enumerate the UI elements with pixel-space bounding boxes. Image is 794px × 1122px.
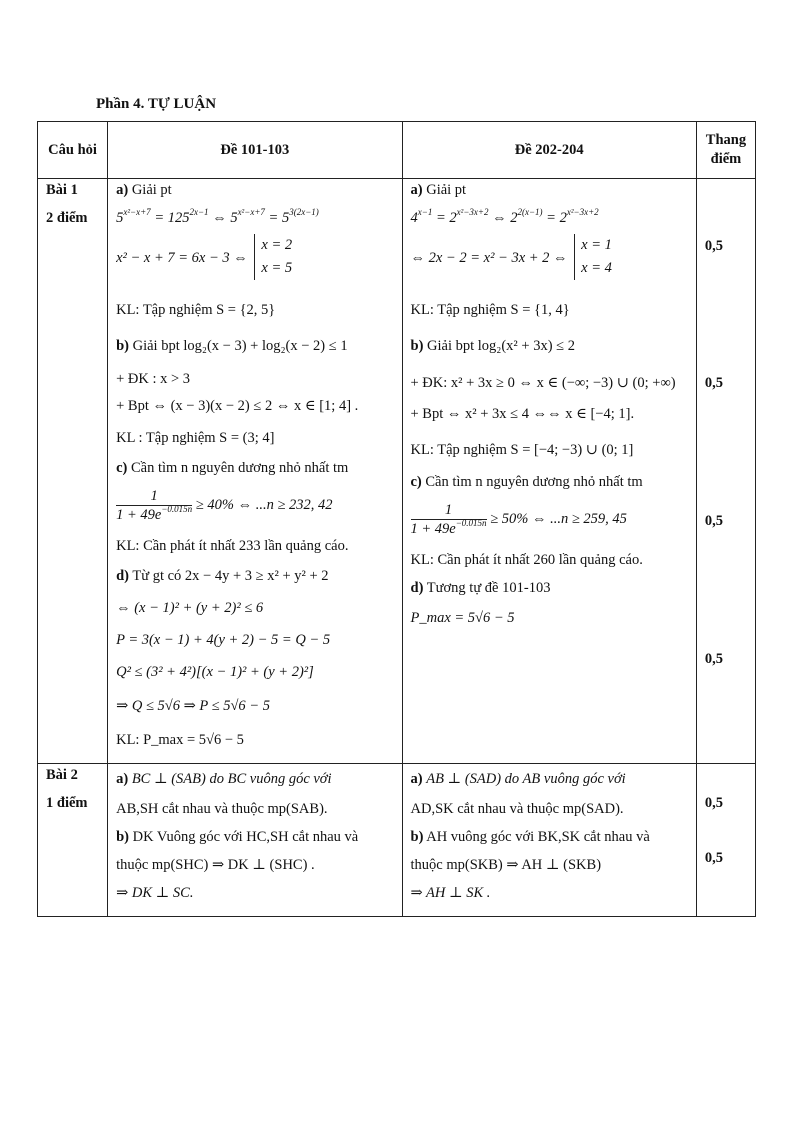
b1d1-a-line: a) Giải pt (116, 182, 172, 198)
b1d1-b-kl: KL : Tập nghiệm S = (3; 4] (116, 430, 275, 446)
b2d1-a-line2: AB,SH cắt nhau và thuộc mp(SAB). (116, 801, 328, 817)
b2d2-b-line3: ⇒ AH ⊥ SK . (410, 885, 491, 901)
b1d1-d-eq1: ⇔ (x − 1)² + (y + 2)² ≤ 6 (116, 600, 264, 616)
table-header-row (38, 122, 756, 179)
b1d2-c-kl: KL: Cần phát ít nhất 260 lần quảng cáo. (410, 552, 643, 568)
b1d1-a-kl: KL: Tập nghiệm S = {2, 5} (116, 302, 276, 318)
b1d1-d-eq3: Q² ≤ (3² + 4²)[(x − 1)² + (y + 2)²] (116, 664, 314, 680)
b2d2-b-line2: thuộc mp(SKB) ⇒ AH ⊥ (SKB) (410, 857, 602, 873)
header-thang: Thang (705, 132, 747, 148)
bai-2-de-202-cell (402, 764, 696, 917)
b1d2-b-bpt: + Bpt ⇔ x² + 3x ≤ 4 ⇔⇔ x ∈ [−4; 1]. (410, 406, 635, 422)
b1d1-c-kl: KL: Cần phát ít nhất 233 lần quảng cáo. (116, 538, 349, 554)
bai-2-de-101-cell (108, 764, 402, 917)
header-de-202-204: Đề 202-204 (402, 122, 696, 179)
b1d2-c-eq: $\frac{1}{1 + 49e^{-0.015n}}$ ≥ 50% ⇔ ...n ≥ 259, 45 (410, 502, 627, 537)
bai-1-title: Bài 1 (46, 182, 78, 198)
b1d2-a-eq2: ⇔ 2x − 2 = x² − 3x + 2 ⇔ x = 1 x = 4 (411, 237, 612, 280)
bai-2-score-cell (696, 764, 755, 917)
b2d1-b-line2: thuộc mp(SHC) ⇒ DK ⊥ (SHC) . (116, 857, 315, 873)
section-heading: Phần 4. TỰ LUẬN (96, 96, 217, 112)
bai-2-label-cell (38, 764, 108, 917)
bai-2-title: Bài 2 (46, 767, 78, 783)
header-thang-diem (696, 122, 755, 179)
b1d1-a-eq1: $5^{x^2-x+7} = 125^{2x-1}$ ⇔ $5^{x^2-x+7} = 5^{3(2x-1)}$ (116, 207, 319, 226)
bai-1-score-d: 0,5 (704, 651, 724, 667)
b1d2-a-kl: KL: Tập nghiệm S = {1, 4} (410, 302, 570, 318)
b1d2-b-line: b) Giải bpt log₂(x² + 3x) ≤ 2 (410, 338, 575, 354)
b2d2-a-line1: a) AB ⊥ (SAD) do AB vuông góc với (410, 771, 626, 787)
bai-1-score-cell (696, 179, 755, 764)
answer-table (37, 121, 756, 917)
bai-2-points: 1 điểm (46, 795, 88, 811)
bai-1-score-c: 0,5 (704, 513, 724, 529)
table-row-bai-2 (38, 764, 756, 917)
b1d1-b-bpt: + Bpt ⇔ (x − 3)(x − 2) ≤ 2 ⇔ x ∈ [1; 4] . (116, 398, 359, 414)
bai-1-score-b: 0,5 (704, 375, 724, 391)
header-de-101-103: Đề 101-103 (108, 122, 402, 179)
b2d2-a-line2: AD,SK cắt nhau và thuộc mp(SAD). (410, 801, 624, 817)
b1d2-d-kl: P_max = 5√6 − 5 (410, 610, 515, 626)
header-cau-hoi: Câu hỏi (38, 122, 108, 179)
b1d2-b-kl: KL: Tập nghiệm S = [−4; −3) ∪ (0; 1] (410, 442, 634, 458)
b1d2-b-dk: + ĐK: x² + 3x ≥ 0 ⇔ x ∈ (−∞; −3) ∪ (0; +∞) (410, 375, 676, 391)
b1d1-d-kl: KL: P_max = 5√6 − 5 (116, 732, 244, 748)
b1d2-d-line: d) Tương tự đề 101-103 (410, 580, 551, 596)
bai-1-de-202-cell (402, 179, 696, 764)
b1d1-d-eq4: ⇒ Q ≤ 5√6 ⇒ P ≤ 5√6 − 5 (116, 698, 270, 714)
bai-1-de-101-cell (108, 179, 402, 764)
b2d1-a-line1: a) BC ⊥ (SAB) do BC vuông góc với (116, 771, 332, 787)
b1d1-c-eq: $\frac{1}{1 + 49e^{-0.015n}}$ ≥ 40% ⇔ ...n ≥ 232, 42 (116, 488, 333, 523)
bai-2-score-a: 0,5 (704, 795, 724, 811)
b1d1-b-dk: + ĐK : x > 3 (116, 371, 191, 387)
bai-1-label-cell (38, 179, 108, 764)
b1d1-d-line: d) Từ gt có 2x − 4y + 3 ≥ x² + y² + 2 (116, 568, 329, 584)
b1d1-c-line: c) Cần tìm n nguyên dương nhỏ nhất tm (116, 460, 349, 476)
b1d2-a-line: a) Giải pt (410, 182, 467, 198)
header-diem: điểm (710, 151, 742, 167)
b1d1-d-eq2: P = 3(x − 1) + 4(y + 2) − 5 = Q − 5 (116, 632, 331, 648)
b2d1-b-line1: b) DK Vuông góc với HC,SH cắt nhau và (116, 829, 359, 845)
table-row-bai-1 (38, 179, 756, 764)
b1d1-b-line: b) Giải bpt log₂(x − 3) + log₂(x − 2) ≤ 1 (116, 338, 348, 354)
b1d2-a-eq1: $4^{x-1} = 2^{x^2-3x+2}$ ⇔ $2^{2(x-1)} = 2^{x^2-3x+2}$ (410, 207, 599, 226)
b1d2-c-line: c) Cần tìm n nguyên dương nhỏ nhất tm (410, 474, 643, 490)
bai-2-score-b: 0,5 (704, 850, 724, 866)
b2d1-b-line3: ⇒ DK ⊥ SC. (116, 885, 194, 901)
b1d1-a-eq2: x² − x + 7 = 6x − 3 ⇔ x = 2 x = 5 (116, 237, 292, 280)
bai-1-points: 2 điểm (46, 210, 88, 226)
b2d2-b-line1: b) AH vuông góc với BK,SK cắt nhau và (410, 829, 650, 845)
bai-1-score-a: 0,5 (704, 238, 724, 254)
